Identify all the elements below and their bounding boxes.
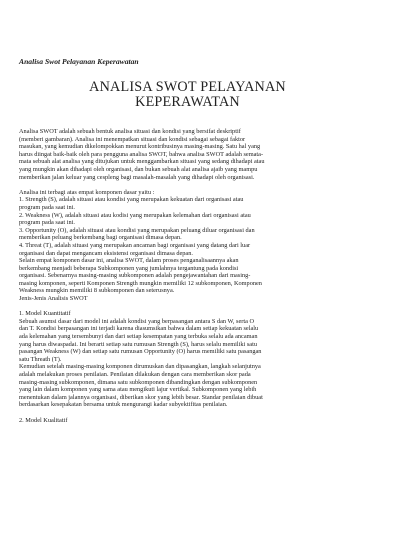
paragraph	[19, 189, 376, 303]
text-line: 3. Opportunity (O), adalah situasi atau kondisi yang merupakan peluang diluar organisasi dan	[19, 226, 255, 234]
text-line: berdasarkan kesepakatan bersama untuk mengurangi kadar subyektifitas penilaian.	[19, 401, 228, 409]
text-line: pasangan Weakness (W) dan setiap satu rumusan Opportunity (O) harus memiliki satu pasangan	[19, 348, 262, 356]
text-line: memberikan jalan keluar yang cespleng bagi masalah-masalah yang dihadapi oleh organisasi.	[19, 173, 255, 181]
text-line: Analisa ini terbagi atas empat komponen dasar yaitu :	[19, 188, 155, 196]
text-line: program pada saat ini.	[19, 219, 75, 227]
text-line: mata sebuah alat analisa yang ditujukan untuk menggambarkan situasi yang sedang dihadapi atau	[19, 158, 265, 166]
text-line: 4. Threat (T), adalah situasi yang merupakan ancaman bagi organisasi yang datang dari luar	[19, 241, 251, 249]
text-line: yang lain dalam komponen yang sama atau mengikuti lajur vertikal. Subkomponen yang lebih	[19, 386, 257, 394]
text-line: satu Threath (T).	[19, 355, 62, 363]
text-line: yang mungkin akan dihadapi oleh organisasi, dan bukan sebuah alat analisa ajaib yang mampu	[19, 165, 258, 173]
text-line: harus diingat baik-baik oleh para pengguna analisa SWOT, bahwa analisa SWOT adalah semata-	[19, 150, 264, 158]
text-line: 2. Model Kualitatif	[19, 416, 68, 424]
text-line: Analisa SWOT adalah sebuah bentuk analisa situasi dan kondisi yang bersifat deskriptif	[19, 128, 241, 135]
text-line: ada kelemahan yang tersembunyi dan dari setiap kesempatan yang terbuka selalu ada ancaman	[19, 333, 258, 341]
text-line: organisasi. Sebenarnya masing-masing subkomponen adalah pengejawantahan dari masing-	[19, 272, 251, 280]
document-top-label: Analisa Swot Pelayanan Keperawatan	[19, 57, 139, 66]
text-line: dan T. Kondisi berpasangan ini terjadi karena diasumsikan bahwa dalam setiap kekuatan selalu	[19, 325, 259, 333]
text-line: 2. Weakness (W), adalah situasi atau kodisi yang merupakan kelemahan dari organisasi atau	[19, 211, 251, 219]
title-line: KEPERAWATAN	[135, 94, 240, 110]
text-line: Selain empat komponen dasar ini, analisa SWOT, dalam proses penganalisaannya akan	[19, 257, 239, 265]
text-line: Kemudian setelah masing-masing komponen dirumuskan dan dipasangkan, langkah selanjutnya	[19, 363, 261, 371]
paragraph	[19, 417, 376, 425]
paragraph	[19, 128, 376, 181]
text-line: Jenis-Jenis Analisis SWOT	[19, 295, 88, 303]
text-line: (memberi gambaran). Analisa ini menempatkan situasi dan kondisi sebagai sebagai faktor	[19, 135, 246, 143]
text-line: Sebuah asumsi dasar dari model ini adalah kondisi yang berpasangan antara S dan W, serta O	[19, 317, 255, 325]
text-line: yang harus diwaspadai. Ini berarti setiap satu rumusan Strength (S), harus selalu memiliki satu	[19, 340, 258, 348]
text-line: adalah melakukan proses penilaian. Penilaian dilakukan dengan cara memberikan skor pada	[19, 371, 251, 378]
text-line: 1. Model Kuantitatif	[19, 310, 71, 318]
text-line: memberikan peluang berkembang bagi organisasi dimasa depan.	[19, 234, 182, 242]
page-title	[19, 80, 376, 110]
text-line: 1. Strength (S), adalah situasi atau kondisi yang merupakan kekuatan dari organisasi atau	[19, 196, 244, 204]
text-line: berkembang menjadi beberapa Subkomponen yang jumlahnya tergantung pada kondisi	[19, 264, 239, 272]
title-line: ANALISA SWOT PELAYANAN	[89, 79, 286, 95]
text-line: masing-masing subkomponen, dimana satu subkomponen dibandingkan dengan subkomponen	[19, 378, 258, 386]
text-line: organisasi dan dapat mengancam eksistensi organisasi dimasa depan.	[19, 249, 193, 257]
text-line: Weakness mungkin memiliki 8 subkomponen dan seterusnya.	[19, 287, 175, 295]
text-line: masing komponen, seperti Komponen Strength mungkin memiliki 12 subkomponen, Komponen	[19, 279, 262, 287]
text-line: menentukan dalam jalannya organisasi, diberikan skor yang lebih besar. Standar penilaian dibuat	[19, 393, 263, 401]
text-line: program pada saat ini.	[19, 203, 75, 211]
text-line: masukan, yang kemudian dikelompokkan menurut kontribusinya masing-masing. Satu hal yang	[19, 143, 261, 151]
paragraph	[19, 310, 376, 409]
document-body	[19, 128, 376, 424]
